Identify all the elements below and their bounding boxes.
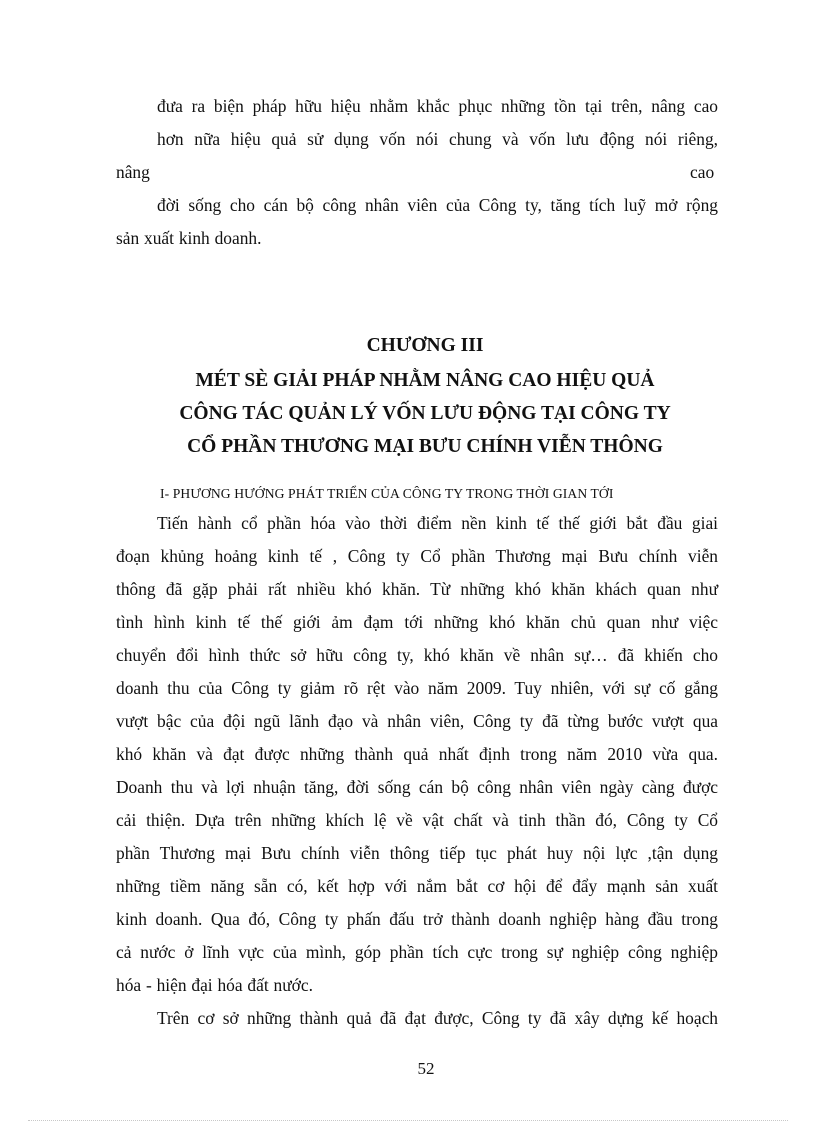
text-line: sản xuất kinh doanh. <box>116 228 262 248</box>
text-line: cao <box>690 162 715 182</box>
text-line: kinh doanh. Qua đó, Công ty phấn đấu trở thành doanh nghiệp hàng đầu trong <box>116 909 718 929</box>
chapter-subtitle: CỔ PHẦN THƯƠNG MẠI BƯU CHÍNH VIỄN THÔNG <box>187 436 663 457</box>
text-line: thông đã gặp phải rất nhiều khó khăn. Từ những khó khăn khách quan như <box>116 579 718 599</box>
text-line: nâng <box>116 162 150 182</box>
chapter-subtitle: MÉT SÈ GIẢI PHÁP NHẰM NÂNG CAO HIỆU QUẢ <box>195 370 655 391</box>
text-line: khó khăn và đạt được những thành quả nhất định trong năm 2010 vừa qua. <box>116 744 718 764</box>
text-line: cả nước ở lĩnh vực của mình, góp phần tích cực trong sự nghiệp công nghiệp <box>116 942 718 962</box>
chapter-subtitle: CÔNG TÁC QUẢN LÝ VỐN LƯU ĐỘNG TẠI CÔNG TY <box>179 403 671 424</box>
text-line: doanh thu của Công ty giảm rõ rệt vào năm 2009. Tuy nhiên, với sự cố gắng <box>116 678 718 698</box>
text-line: đưa ra biện pháp hữu hiệu nhằm khắc phục những tồn tại trên, nâng cao <box>157 96 718 116</box>
text-line: đời sống cho cán bộ công nhân viên của Công ty, tăng tích luỹ mở rộng <box>157 195 718 215</box>
page-number: 52 <box>417 1059 435 1078</box>
text-line: đoạn khủng hoảng kinh tế , Công ty Cổ phần Thương mại Bưu chính viễn <box>116 546 718 566</box>
text-line: chuyển đổi hình thức sở hữu công ty, khó khăn về nhân sự… đã khiến cho <box>116 645 718 665</box>
text-line: Trên cơ sở những thành quả đã đạt được, Công ty đã xây dựng kế hoạch <box>157 1008 718 1028</box>
text-line: vượt bậc của đội ngũ lãnh đạo và nhân viên, Công ty đã từng bước vượt qua <box>116 711 718 731</box>
text-line: tình hình kinh tế thế giới ảm đạm tới những khó khăn chủ quan như việc <box>116 612 718 632</box>
text-line: Tiến hành cổ phần hóa vào thời điểm nền kinh tế thế giới bắt đầu giai <box>157 513 718 533</box>
text-line: những tiềm năng sẵn có, kết hợp với nắm bắt cơ hội để đẩy mạnh sản xuất <box>116 876 718 896</box>
text-line: phần Thương mại Bưu chính viễn thông tiếp tục phát huy nội lực ,tận dụng <box>116 843 718 863</box>
text-line: cải thiện. Dựa trên những khích lệ về vật chất và tinh thần đó, Công ty Cổ <box>116 810 718 830</box>
section-heading: I- PHƯƠNG HƯỚNG PHÁT TRIỂN CỦA CÔNG TY TRONG THỜI GIAN TỚI <box>160 486 614 501</box>
text-line: hơn nữa hiệu quả sử dụng vốn nói chung và vốn lưu động nói riêng, <box>157 129 718 149</box>
chapter-title: CHƯƠNG III <box>366 335 484 356</box>
text-line: hóa - hiện đại hóa đất nước. <box>116 975 313 995</box>
text-line: Doanh thu và lợi nhuận tăng, đời sống cán bộ công nhân viên ngày càng được <box>116 777 718 797</box>
page-divider <box>28 1120 788 1121</box>
